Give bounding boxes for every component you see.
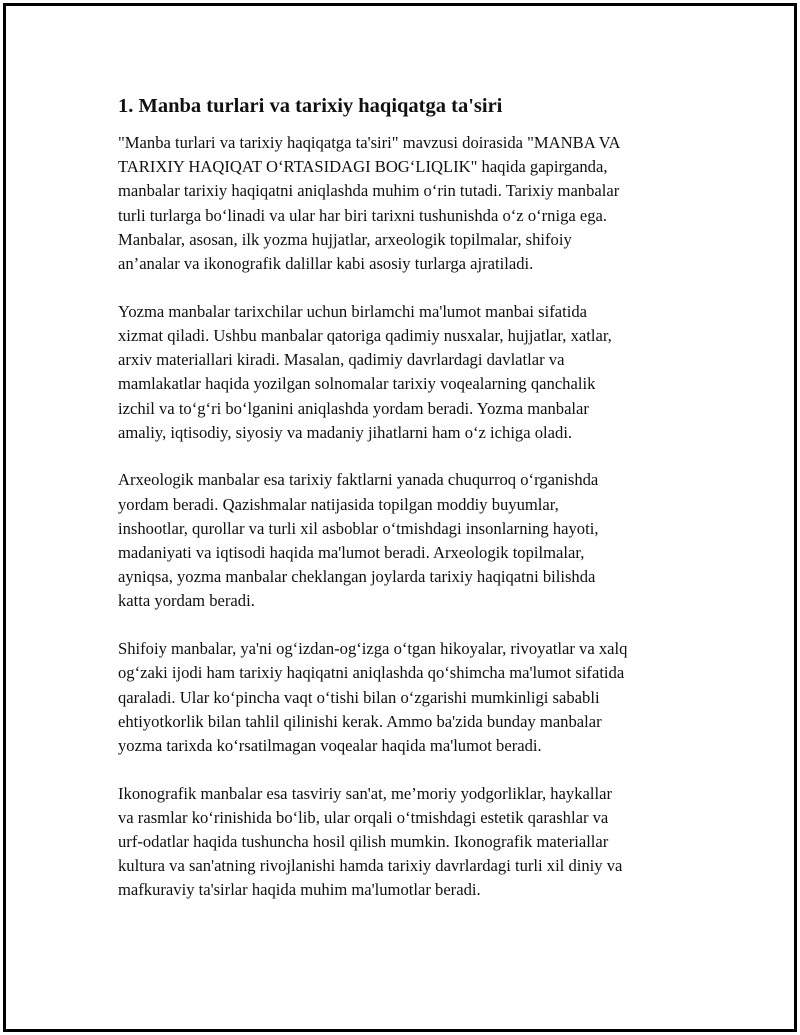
paragraph-shifoiy-manbalar [118, 637, 688, 758]
text-line: Shifoiy manbalar, ya'ni og‘izdan-og‘izga o‘tgan hikoyalar, rivoyatlar va xalq [118, 639, 628, 659]
text-line: ayniqsa, yozma manbalar cheklangan joylarda tarixiy haqiqatni bilishda [118, 567, 596, 587]
text-line: kultura va san'atning rivojlanishi hamda tarixiy davrlardagi turli xil diniy va [118, 856, 623, 876]
paragraph-ikonografik-manbalar [118, 782, 688, 903]
text-line: va rasmlar ko‘rinishida bo‘lib, ular orqali o‘tmishdagi estetik qarashlar va [118, 807, 609, 827]
text-line: ehtiyotkorlik bilan tahlil qilinishi kerak. Ammo ba'zida bunday manbalar [118, 711, 602, 731]
paragraph-arxeologik-manbalar [118, 468, 688, 613]
text-line: Ikonografik manbalar esa tasviriy san'at, me’moriy yodgorliklar, haykallar [118, 783, 612, 803]
text-line: yozma tarixda ko‘rsatilmagan voqealar haqida ma'lumot beradi. [118, 735, 542, 755]
text-line: manbalar tarixiy haqiqatni aniqlashda muhim o‘rin tutadi. Tarixiy manbalar [118, 181, 620, 201]
text-line: xizmat qiladi. Ushbu manbalar qatoriga qadimiy nusxalar, hujjatlar, xatlar, [118, 325, 612, 345]
text-line: urf-odatlar haqida tushuncha hosil qilish mumkin. Ikonografik materiallar [118, 832, 609, 852]
text-line: "Manba turlari va tarixiy haqiqatga ta'siri" mavzusi doirasida "MANBA VA [118, 133, 621, 152]
text-line: Arxeologik manbalar esa tarixiy faktlarni yanada chuqurroq o‘rganishda [118, 470, 599, 490]
text-line: katta yordam beradi. [118, 591, 255, 611]
text-line: turli turlarga bo‘linadi va ular har biri tarixni tushunishda o‘z o‘rniga ega. [118, 205, 608, 225]
paragraph-yozma-manbalar [118, 300, 688, 445]
text-line: Yozma manbalar tarixchilar uchun birlamchi ma'lumot manbai sifatida [118, 301, 588, 321]
text-line: madaniyati va iqtisodi haqida ma'lumot beradi. Arxeologik topilmalar, [118, 543, 585, 563]
text-line: an’analar va ikonografik dalillar kabi asosiy turlarga ajratiladi. [118, 254, 534, 274]
text-line: yordam beradi. Qazishmalar natijasida topilgan moddiy buyumlar, [118, 494, 559, 514]
text-line: TARIXIY HAQIQAT O‘RTASIDAGI BOG‘LIQLIK" haqida gapirganda, [118, 157, 608, 177]
text-line: Manbalar, asosan, ilk yozma hujjatlar, arxeologik topilmalar, shifoiy [118, 229, 572, 249]
text-line: mamlakatlar haqida yozilgan solnomalar tarixiy voqealarning qanchalik [118, 374, 596, 394]
text-line: mafkuraviy ta'sirlar haqida muhim ma'lumotlar beradi. [118, 880, 481, 900]
text-line: qaraladi. Ular ko‘pincha vaqt o‘tishi bilan o‘zgarishi mumkinligi sababli [118, 687, 600, 707]
text-line: arxiv materiallari kiradi. Masalan, qadimiy davrlardagi davlatlar va [118, 350, 565, 370]
text-line: og‘zaki ijodi ham tarixiy haqiqatni aniqlashda qo‘shimcha ma'lumot sifatida [118, 663, 625, 683]
document-body [118, 92, 688, 926]
paragraph-manba-turlari [118, 131, 688, 276]
section-heading: 1. Manba turlari va tarixiy haqiqatga ta'siri [118, 95, 503, 117]
text-line: inshootlar, qurollar va turli xil asboblar o‘tmishdagi insonlarning hayoti, [118, 518, 599, 538]
text-line: izchil va to‘g‘ri bo‘lganini aniqlashda yordam beradi. Yozma manbalar [118, 398, 589, 418]
text-line: amaliy, iqtisodiy, siyosiy va madaniy jihatlarni ham o‘z ichiga oladi. [118, 422, 573, 442]
